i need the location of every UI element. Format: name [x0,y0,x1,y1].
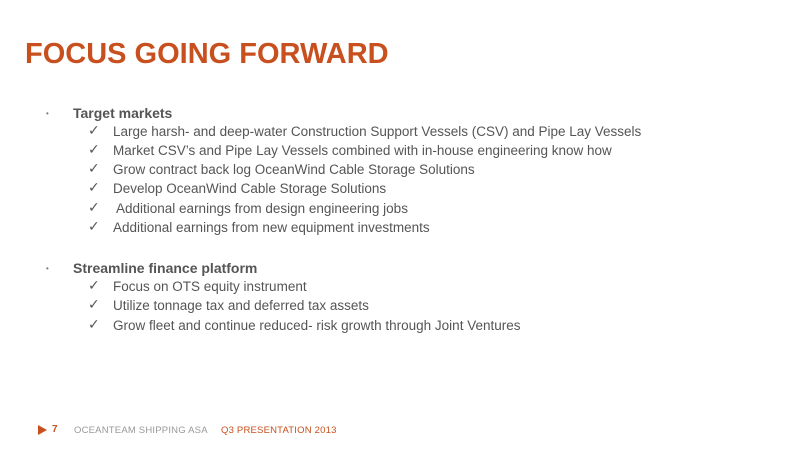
list-item-text: Focus on OTS equity instrument [113,279,307,294]
check-icon: ✓ [88,200,100,216]
list-item-text: Additional earnings from design engineering jobs [113,201,408,216]
check-icon: ✓ [88,123,100,139]
check-icon: ✓ [88,180,100,196]
section-heading: Streamline finance platform [73,260,258,276]
list-item-text: Utilize tonnage tax and deferred tax assets [113,298,369,313]
page-number: 7 [52,424,58,435]
list-item-text: Large harsh- and deep-water Construction Support Vessels (CSV) and Pipe Lay Vessels [113,124,642,139]
play-arrow-icon [38,425,47,435]
slide-title: FOCUS GOING FORWARD [25,38,389,70]
bullet-dot: • [46,264,49,273]
check-icon: ✓ [88,161,100,177]
list-item-text: Develop OceanWind Cable Storage Solutions [113,181,387,196]
presentation-name: Q3 PRESENTATION 2013 [221,425,337,436]
check-icon: ✓ [88,219,100,235]
list-item-text: Grow contract back log OceanWind Cable Storage Solutions [113,162,475,177]
bullet-dot: • [46,109,49,118]
check-icon: ✓ [88,142,100,158]
check-icon: ✓ [88,297,100,313]
list-item-text: Grow fleet and continue reduced- risk growth through Joint Ventures [113,318,521,333]
list-item-text: Additional earnings from new equipment investments [113,220,430,235]
section-heading: Target markets [73,105,173,121]
list-item-text: Market CSV’s and Pipe Lay Vessels combined with in-house engineering know how [113,143,612,158]
company-name: OCEANTEAM SHIPPING ASA [74,425,208,436]
slide-footer [0,423,800,439]
check-icon: ✓ [88,278,100,294]
check-icon: ✓ [88,317,100,333]
